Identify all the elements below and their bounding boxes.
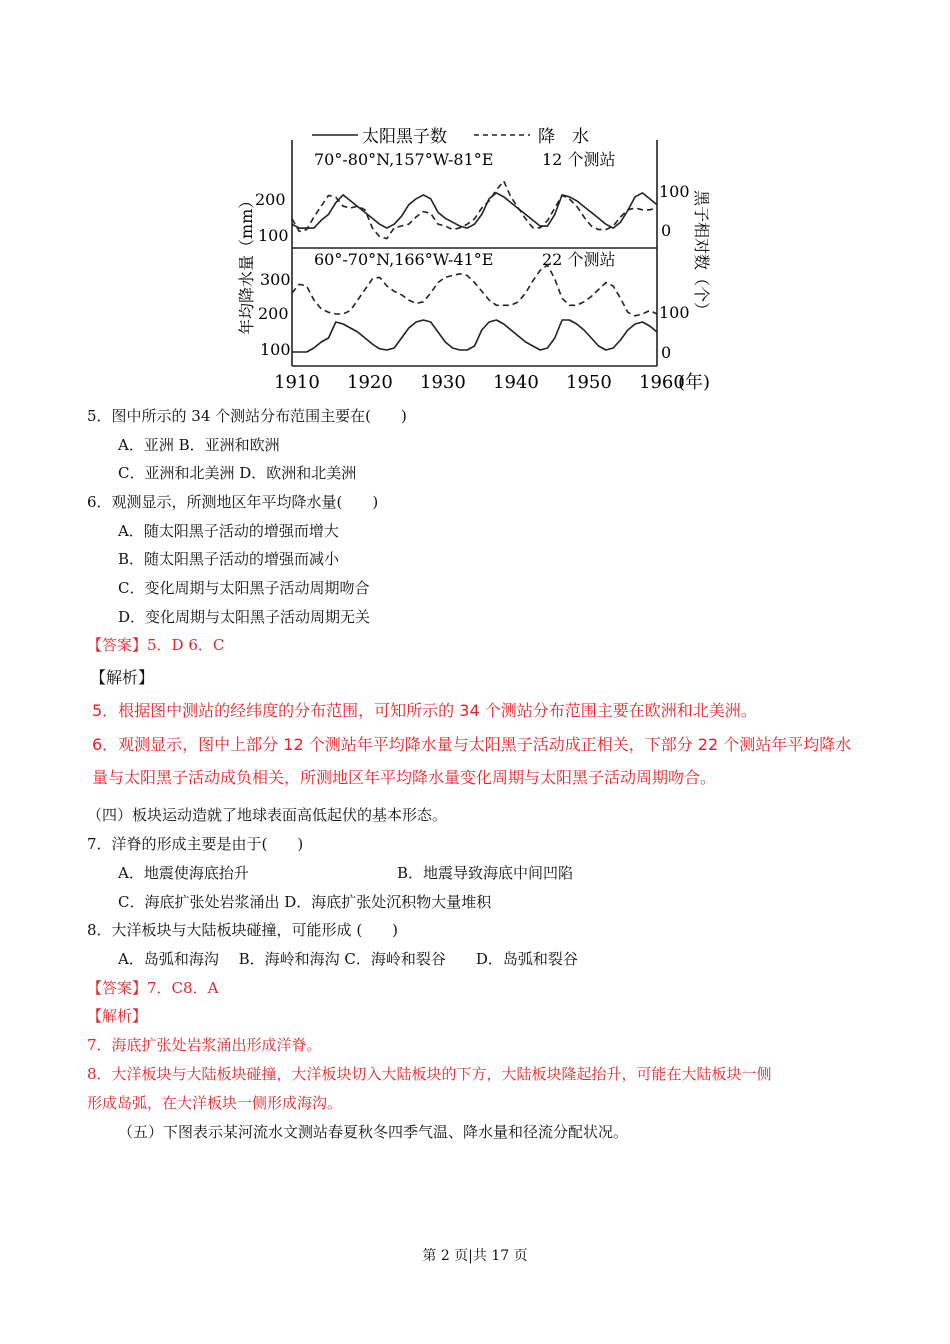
left-axis-label: 年均降水量（mm） (237, 192, 256, 335)
analysis-heading: 【解析】 (90, 668, 155, 687)
question-7: 7．洋脊的形成主要是由于( ) (87, 835, 304, 853)
question-6: 6．观测显示，所测地区年平均降水量( ) (87, 493, 379, 511)
answer-7-8: 【答案】7．C8．A (87, 979, 219, 997)
question-8: 8．大洋板块与大陆板块碰撞，可能形成 ( ) (87, 921, 399, 939)
left-tick: 200 (258, 304, 289, 323)
precip-line-panel-1 (292, 181, 657, 239)
page-footer: 第 2 页|共 17 页 (422, 1248, 528, 1264)
analysis-6-line1: 6．观测显示，图中上部分 12 个测站年平均降水量与太阳黑子活动成正相关，下部分 22 个测站年平均降水 (92, 735, 852, 754)
left-tick: 300 (260, 270, 291, 289)
q7-options-cd: C．海底扩张处岩浆涌出 D．海底扩张处沉积物大量堆积 (118, 893, 492, 911)
right-tick: 100 (659, 303, 690, 322)
q5-options-cd: C．亚洲和北美洲 D．欧洲和北美洲 (118, 464, 357, 482)
analysis-8-line1: 8．大洋板块与大陆板块碰撞，大洋板块切入大陆板块的下方，大陆板块隆起抬升，可能在大陆板块一侧 (87, 1065, 772, 1083)
x-axis-label: (年) (678, 372, 711, 393)
left-tick: 200 (255, 190, 286, 209)
analysis-8-line2: 形成岛弧，在大洋板块一侧形成海沟。 (87, 1094, 343, 1112)
panel1-title: 70°-80°N,157°W-81°E (314, 150, 494, 169)
right-tick: 0 (661, 343, 672, 362)
right-tick: 0 (661, 221, 672, 240)
section-4-heading: （四）板块运动造就了地球表面高低起伏的基本形态。 (87, 806, 448, 824)
legend-precip: 降 水 (538, 127, 589, 147)
legend-sunspot: 太阳黑子数 (362, 127, 447, 147)
q6-option-a: A．随太阳黑子活动的增强而增大 (118, 522, 339, 540)
panel2-stations: 22 个测站 (542, 250, 616, 269)
x-tick-label: 1950 (566, 372, 612, 393)
q7-option-b: B．地震导致海底中间凹陷 (397, 864, 574, 882)
left-tick: 100 (258, 226, 289, 245)
right-tick: 100 (659, 182, 690, 201)
q7-option-a: A．地震使海底抬升 (118, 864, 249, 882)
right-axis-label: 黑子相对数（个） (692, 190, 711, 319)
question-5: 5．图中所示的 34 个测站分布范围主要在( ) (87, 407, 407, 425)
section-5-heading: （五）下图表示某河流水文测站春夏秋冬四季气温、降水量和径流分配状况。 (118, 1123, 629, 1141)
analysis-7: 7．海底扩张处岩浆涌出形成洋脊。 (87, 1036, 322, 1054)
x-tick-label: 1920 (347, 372, 393, 393)
x-tick-label: 1930 (420, 372, 466, 393)
x-tick-label: 1910 (274, 372, 320, 393)
q6-option-d: D．变化周期与太阳黑子活动周期无关 (118, 608, 371, 626)
left-tick: 100 (260, 340, 291, 359)
answer-5-6: 【答案】5．D 6．C (87, 636, 225, 654)
q8-options: A．岛弧和海沟 B．海岭和海沟 C．海岭和裂谷 D．岛弧和裂谷 (118, 950, 578, 968)
analysis-heading-2: 【解析】 (87, 1007, 148, 1025)
sunspot-line-panel-1 (292, 193, 657, 228)
sunspot-line-panel-2 (292, 320, 657, 352)
q5-options-ab: A．亚洲 B．亚洲和欧洲 (118, 436, 280, 454)
x-tick-label: 1960 (639, 372, 685, 393)
analysis-5: 5．根据图中测站的经纬度的分布范围，可知所示的 34 个测站分布范围主要在欧洲和北美洲。 (92, 701, 757, 720)
q6-option-c: C．变化周期与太阳黑子活动周期吻合 (118, 579, 370, 597)
x-tick-label: 1940 (493, 372, 539, 393)
panel2-title: 60°-70°N,166°W-41°E (314, 250, 494, 269)
q6-option-b: B．随太阳黑子活动的增强而减小 (118, 550, 340, 568)
sunspot-precipitation-chart (0, 0, 950, 400)
precip-line-panel-2 (292, 265, 657, 316)
analysis-6-line2: 量与太阳黑子活动成负相关，所测地区年平均降水量变化周期与太阳黑子活动周期吻合。 (92, 768, 717, 787)
panel1-stations: 12 个测站 (542, 150, 616, 169)
